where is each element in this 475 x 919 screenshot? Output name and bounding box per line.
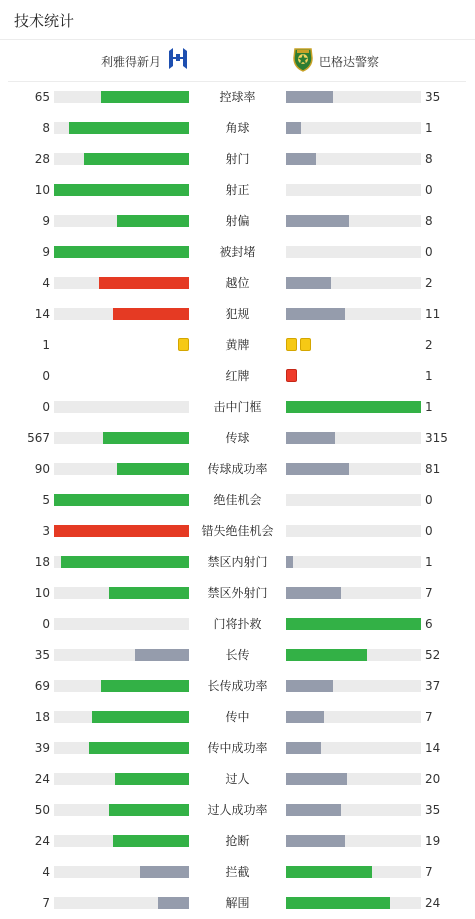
stat-label: 过人成功率 xyxy=(207,803,268,817)
away-bar-track xyxy=(286,711,421,723)
home-value: 24 xyxy=(34,772,50,786)
away-value: 0 xyxy=(425,183,433,197)
home-bar-fill xyxy=(54,246,189,258)
home-bar-fill xyxy=(92,711,189,723)
home-bar-fill xyxy=(89,742,189,754)
home-bar-fill xyxy=(101,91,189,103)
away-value: 1 xyxy=(425,400,433,414)
stat-row xyxy=(0,733,475,764)
away-bar-track xyxy=(286,122,421,134)
home-bar-track xyxy=(54,835,189,847)
stat-row xyxy=(0,330,475,361)
stat-label: 解围 xyxy=(225,896,250,910)
away-bar-track xyxy=(286,556,421,568)
home-value: 14 xyxy=(34,307,50,321)
stat-row xyxy=(0,454,475,485)
away-bar-track xyxy=(286,277,421,289)
away-team-name: 巴格达警察 xyxy=(319,54,380,69)
home-bar-track xyxy=(54,122,189,134)
red-card-icon xyxy=(286,369,297,382)
home-bar-track xyxy=(54,153,189,165)
home-value: 1 xyxy=(42,338,50,352)
home-value: 0 xyxy=(42,369,50,383)
home-bar-fill xyxy=(117,463,189,475)
stat-row xyxy=(0,547,475,578)
home-bar-track xyxy=(54,587,189,599)
stat-row xyxy=(0,857,475,888)
al-shorta-crest-icon xyxy=(291,46,315,76)
away-value: 81 xyxy=(425,462,441,476)
stat-label: 射门 xyxy=(225,152,250,166)
away-value: 37 xyxy=(425,679,441,693)
stat-label: 红牌 xyxy=(225,369,250,383)
stat-row xyxy=(0,299,475,330)
stat-label: 门将扑救 xyxy=(213,617,262,631)
home-bar-track xyxy=(54,773,189,785)
stat-label: 过人 xyxy=(225,772,250,786)
home-bar-fill xyxy=(109,804,189,816)
away-team xyxy=(291,49,379,73)
home-bar-fill xyxy=(54,494,189,506)
stat-label: 禁区内射门 xyxy=(207,555,268,569)
stat-row xyxy=(0,175,475,206)
home-bar-fill xyxy=(99,277,189,289)
stat-row xyxy=(0,485,475,516)
stat-label: 传中 xyxy=(225,710,250,724)
away-bar-track xyxy=(286,432,421,444)
away-bar-track xyxy=(286,742,421,754)
away-bar-track xyxy=(286,618,421,630)
home-bar-track xyxy=(54,649,189,661)
away-value: 7 xyxy=(425,710,433,724)
home-value: 35 xyxy=(34,648,50,662)
away-value: 315 xyxy=(425,431,448,445)
stat-label: 射正 xyxy=(225,183,250,197)
away-bar-fill xyxy=(286,308,345,320)
away-bar-fill xyxy=(286,711,324,723)
home-value: 50 xyxy=(34,803,50,817)
home-bar-fill xyxy=(117,215,189,227)
away-bar-track xyxy=(286,866,421,878)
stat-row xyxy=(0,826,475,857)
stat-row xyxy=(0,702,475,733)
away-value: 0 xyxy=(425,245,433,259)
away-value: 6 xyxy=(425,617,433,631)
home-team-name: 利雅得新月 xyxy=(100,54,161,69)
stat-label: 角球 xyxy=(225,121,250,135)
stat-row xyxy=(0,268,475,299)
stat-label: 犯规 xyxy=(225,307,250,321)
home-bar-track xyxy=(54,866,189,878)
away-cards xyxy=(286,369,297,383)
away-bar-track xyxy=(286,525,421,537)
stat-label: 射偏 xyxy=(225,214,250,228)
yellow-card-icon xyxy=(178,338,189,351)
away-bar-track xyxy=(286,897,421,909)
away-bar-track xyxy=(286,215,421,227)
stat-label: 错失绝佳机会 xyxy=(201,524,274,538)
away-bar-fill xyxy=(286,649,367,661)
home-bar-fill xyxy=(69,122,189,134)
home-value: 0 xyxy=(42,400,50,414)
home-value: 7 xyxy=(42,896,50,910)
away-bar-track xyxy=(286,463,421,475)
away-bar-fill xyxy=(286,215,349,227)
stat-row xyxy=(0,795,475,826)
home-value: 28 xyxy=(34,152,50,166)
home-bar-fill xyxy=(140,866,189,878)
home-bar-track xyxy=(54,308,189,320)
home-value: 39 xyxy=(34,741,50,755)
home-bar-track xyxy=(54,804,189,816)
stat-row xyxy=(0,578,475,609)
home-bar-fill xyxy=(54,525,189,537)
yellow-card-icon xyxy=(300,338,311,351)
home-bar-fill xyxy=(61,556,189,568)
home-bar-fill xyxy=(115,773,189,785)
stat-row xyxy=(0,82,475,113)
away-value: 8 xyxy=(425,214,433,228)
stat-row xyxy=(0,237,475,268)
away-value: 8 xyxy=(425,152,433,166)
home-bar-track xyxy=(54,432,189,444)
stat-row xyxy=(0,392,475,423)
home-value: 4 xyxy=(42,865,50,879)
home-bar-fill xyxy=(54,184,189,196)
home-bar-fill xyxy=(113,308,189,320)
home-value: 10 xyxy=(34,586,50,600)
away-value: 1 xyxy=(425,555,433,569)
away-value: 52 xyxy=(425,648,441,662)
home-value: 69 xyxy=(34,679,50,693)
away-bar-fill xyxy=(286,742,321,754)
away-bar-track xyxy=(286,246,421,258)
home-value: 5 xyxy=(42,493,50,507)
stat-label: 长传 xyxy=(225,648,250,662)
home-bar-track xyxy=(54,680,189,692)
home-value: 90 xyxy=(34,462,50,476)
away-bar-track xyxy=(286,153,421,165)
away-bar-fill xyxy=(286,587,341,599)
stat-label: 传中成功率 xyxy=(207,741,268,755)
stat-label: 传球 xyxy=(225,431,250,445)
home-value: 24 xyxy=(34,834,50,848)
home-value: 8 xyxy=(42,121,50,135)
home-bar-track xyxy=(54,184,189,196)
page-title: 技术统计 xyxy=(14,12,75,30)
stat-row xyxy=(0,113,475,144)
home-value: 10 xyxy=(34,183,50,197)
home-cards xyxy=(178,338,189,352)
away-bar-fill xyxy=(286,153,316,165)
stat-label: 抢断 xyxy=(225,834,250,848)
stat-label: 击中门框 xyxy=(213,400,262,414)
away-bar-track xyxy=(286,401,421,413)
home-value: 9 xyxy=(42,245,50,259)
header xyxy=(0,0,475,40)
stats-list xyxy=(0,82,475,919)
away-bar-track xyxy=(286,773,421,785)
home-bar-track xyxy=(54,91,189,103)
home-bar-fill xyxy=(113,835,189,847)
away-value: 1 xyxy=(425,369,433,383)
away-value: 20 xyxy=(425,772,441,786)
away-bar-track xyxy=(286,184,421,196)
stat-label: 被封堵 xyxy=(219,245,256,259)
away-value: 2 xyxy=(425,276,433,290)
home-team xyxy=(101,49,189,73)
away-bar-track xyxy=(286,835,421,847)
away-bar-fill xyxy=(286,401,421,413)
stat-label: 黄牌 xyxy=(225,338,250,352)
home-bar-fill xyxy=(158,897,189,909)
home-bar-track xyxy=(54,215,189,227)
al-hilal-crest-icon xyxy=(167,46,189,76)
away-value: 1 xyxy=(425,121,433,135)
stat-row xyxy=(0,888,475,919)
away-bar-track xyxy=(286,804,421,816)
away-bar-fill xyxy=(286,773,347,785)
home-bar-track xyxy=(54,277,189,289)
away-bar-track xyxy=(286,680,421,692)
teams-header xyxy=(8,41,466,82)
away-bar-fill xyxy=(286,556,293,568)
home-bar-track xyxy=(54,742,189,754)
away-bar-fill xyxy=(286,91,333,103)
home-bar-fill xyxy=(84,153,189,165)
away-bar-track xyxy=(286,494,421,506)
stat-row xyxy=(0,609,475,640)
stat-label: 越位 xyxy=(225,276,250,290)
home-value: 4 xyxy=(42,276,50,290)
home-bar-fill xyxy=(135,649,189,661)
away-value: 2 xyxy=(425,338,433,352)
away-cards xyxy=(286,338,311,352)
away-value: 35 xyxy=(425,90,441,104)
away-value: 0 xyxy=(425,493,433,507)
away-bar-fill xyxy=(286,680,333,692)
away-bar-fill xyxy=(286,897,390,909)
home-value: 18 xyxy=(34,555,50,569)
stat-label: 控球率 xyxy=(219,90,256,104)
away-bar-fill xyxy=(286,804,341,816)
home-value: 18 xyxy=(34,710,50,724)
home-bar-track xyxy=(54,463,189,475)
away-bar-fill xyxy=(286,835,345,847)
away-bar-track xyxy=(286,587,421,599)
stat-label: 禁区外射门 xyxy=(207,586,268,600)
away-value: 0 xyxy=(425,524,433,538)
away-bar-track xyxy=(286,91,421,103)
home-value: 0 xyxy=(42,617,50,631)
home-bar-fill xyxy=(109,587,189,599)
away-value: 24 xyxy=(425,896,441,910)
home-bar-track xyxy=(54,897,189,909)
away-value: 19 xyxy=(425,834,441,848)
stat-label: 长传成功率 xyxy=(207,679,268,693)
home-value: 3 xyxy=(42,524,50,538)
away-bar-track xyxy=(286,308,421,320)
stat-row xyxy=(0,640,475,671)
home-bar-track xyxy=(54,525,189,537)
away-bar-fill xyxy=(286,277,331,289)
home-value: 567 xyxy=(27,431,50,445)
home-bar-track xyxy=(54,401,189,413)
home-bar-fill xyxy=(103,432,189,444)
stat-label: 绝佳机会 xyxy=(213,493,262,507)
home-value: 9 xyxy=(42,214,50,228)
stat-row xyxy=(0,671,475,702)
away-bar-fill xyxy=(286,122,301,134)
home-value: 65 xyxy=(34,90,50,104)
away-value: 7 xyxy=(425,865,433,879)
home-bar-track xyxy=(54,618,189,630)
home-bar-track xyxy=(54,494,189,506)
home-bar-track xyxy=(54,246,189,258)
stat-row xyxy=(0,764,475,795)
stat-label: 传球成功率 xyxy=(207,462,268,476)
away-bar-fill xyxy=(286,866,372,878)
stat-row xyxy=(0,206,475,237)
stat-row xyxy=(0,144,475,175)
stat-row xyxy=(0,423,475,454)
away-value: 11 xyxy=(425,307,441,321)
home-bar-fill xyxy=(101,680,189,692)
home-bar-track xyxy=(54,711,189,723)
away-bar-fill xyxy=(286,463,349,475)
away-value: 7 xyxy=(425,586,433,600)
stat-label: 拦截 xyxy=(225,865,250,879)
away-bar-fill xyxy=(286,432,335,444)
away-bar-track xyxy=(286,649,421,661)
away-value: 14 xyxy=(425,741,441,755)
stat-row xyxy=(0,361,475,392)
stat-row xyxy=(0,516,475,547)
yellow-card-icon xyxy=(286,338,297,351)
away-bar-fill xyxy=(286,618,421,630)
home-bar-track xyxy=(54,556,189,568)
away-value: 35 xyxy=(425,803,441,817)
